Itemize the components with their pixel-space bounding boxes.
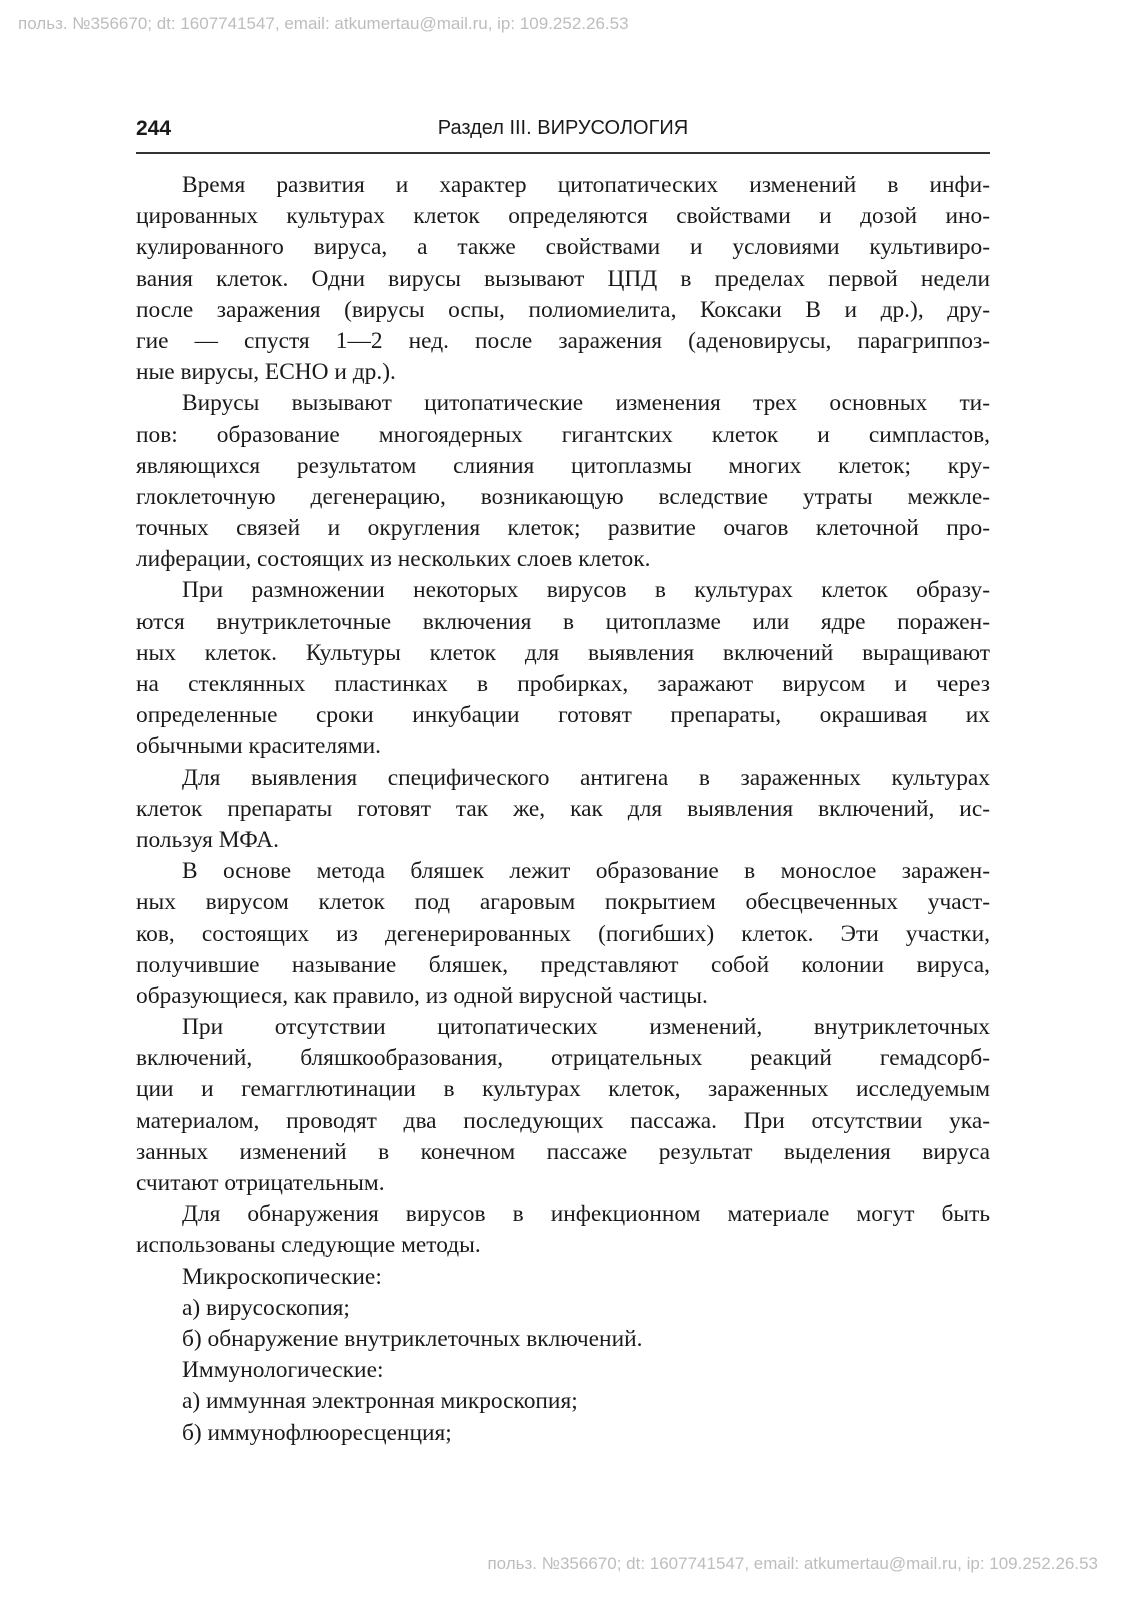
body-text bbox=[136, 170, 990, 1449]
text-line: гие — спустя 1—2 нед. после заражения (аденовирусы, парагриппоз- bbox=[136, 327, 990, 354]
text-line: ных клеток. Культуры клеток для выявления включений выращивают bbox=[136, 639, 990, 666]
text-line: Вирусы вызывают цитопатические изменения трех основных ти- bbox=[182, 390, 990, 417]
text-line: Время развития и характер цитопатических изменений в инфи- bbox=[182, 172, 990, 198]
text-line: использованы следующие методы. bbox=[136, 1232, 481, 1259]
page-header bbox=[136, 112, 990, 154]
text-line: вания клеток. Одни вирусы вызывают ЦПД в пределах первой недели bbox=[136, 265, 990, 292]
text-line: на стеклянных пластинках в пробирках, заражают вирусом и через bbox=[136, 671, 990, 697]
list-heading: Иммунологические: bbox=[182, 1357, 384, 1384]
list-item: б) обнаружение внутриклеточных включений. bbox=[182, 1325, 643, 1352]
text-line: клеток препараты готовят так же, как для выявления включений, ис- bbox=[136, 795, 990, 822]
text-line: ных вирусом клеток под агаровым покрытием обесцвеченных участ- bbox=[136, 889, 990, 916]
text-line: ции и гемагглютинации в культурах клеток, зараженных исследуемым bbox=[136, 1076, 990, 1103]
list-item: б) иммунофлюоресценция; bbox=[182, 1419, 452, 1446]
list-item: а) иммунная электронная микроскопия; bbox=[182, 1388, 578, 1415]
text-line: получившие называние бляшек, представляют собой колонии вируса, bbox=[136, 951, 990, 978]
text-line: определенные сроки инкубации готовят препараты, окрашивая их bbox=[136, 702, 990, 729]
text-line: пользуя МФА. bbox=[136, 826, 279, 853]
list-heading: Микроскопические: bbox=[182, 1263, 382, 1290]
text-line: материалом, проводят два последующих пассажа. При отсутствии ука- bbox=[136, 1107, 990, 1134]
text-line: обычными красителями. bbox=[136, 733, 382, 760]
text-line: кулированного вируса, а также свойствами и условиями культивиро- bbox=[136, 234, 990, 261]
text-line: лиферации, состоящих из нескольких слоев клеток. bbox=[136, 546, 651, 573]
watermark-bottom: польз. №356670; dt: 1607741547, email: atkumertau@mail.ru, ip: 109.252.26.53 bbox=[487, 1554, 1098, 1573]
text-line: являющихся результатом слияния цитоплазмы многих клеток; кру- bbox=[136, 452, 990, 479]
text-line: При отсутствии цитопатических изменений, внутриклеточных bbox=[182, 1014, 990, 1041]
page-number: 244 bbox=[136, 117, 172, 140]
text-line: Для выявления специфического антигена в зараженных культурах bbox=[182, 764, 990, 791]
text-line: цированных культурах клеток определяются свойствами и дозой ино- bbox=[136, 203, 990, 230]
text-line: ные вирусы, ЕСНО и др.). bbox=[136, 359, 396, 386]
text-line: Для обнаружения вирусов в инфекционном материале могут быть bbox=[182, 1201, 990, 1228]
text-line: ются внутриклеточные включения в цитоплазме или ядре поражен- bbox=[136, 608, 990, 635]
text-line: глоклеточную дегенерацию, возникающую вследствие утраты межкле- bbox=[136, 483, 990, 510]
list-item: а) вирусоскопия; bbox=[182, 1294, 350, 1321]
text-line: пов: образование многоядерных гигантских клеток и симпластов, bbox=[136, 421, 990, 448]
watermark-top: польз. №356670; dt: 1607741547, email: atkumertau@mail.ru, ip: 109.252.26.53 bbox=[18, 14, 629, 33]
running-head: Раздел III. ВИРУСОЛОГИЯ bbox=[437, 117, 689, 139]
text-line: считают отрицательным. bbox=[136, 1170, 385, 1196]
text-line: занных изменений в конечном пассаже результат выделения вируса bbox=[136, 1138, 990, 1165]
text-line: В основе метода бляшек лежит образование в монослое заражен- bbox=[182, 858, 990, 885]
text-line: точных связей и округления клеток; развитие очагов клеточной про- bbox=[136, 515, 990, 542]
text-line: после заражения (вирусы оспы, полиомиелита, Коксаки В и др.), дру- bbox=[136, 296, 990, 323]
text-line: ков, состоящих из дегенерированных (погибших) клеток. Эти участки, bbox=[136, 920, 990, 947]
text-line: При размножении некоторых вирусов в культурах клеток образу- bbox=[182, 577, 990, 604]
text-line: образующиеся, как правило, из одной вирусной частицы. bbox=[136, 982, 708, 1009]
text-line: включений, бляшкообразования, отрицательных реакций гемадсорб- bbox=[136, 1045, 990, 1072]
